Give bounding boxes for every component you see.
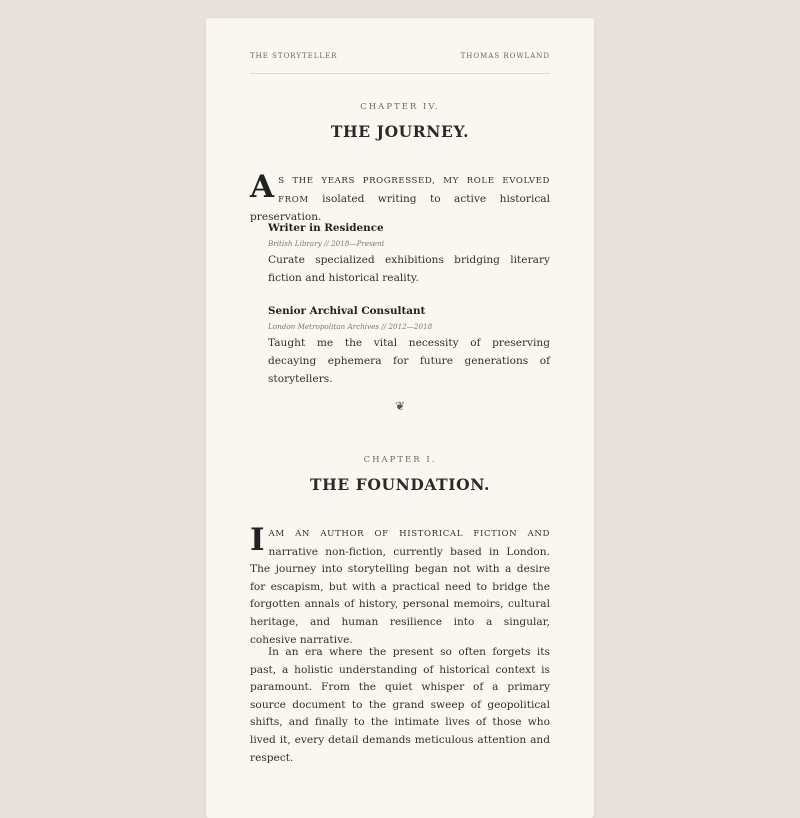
- book-title: THE STORYTELLER: [250, 52, 338, 60]
- chapter-paragraph: In an era where the present so often forgets its past, a holistic understanding of historical context is paramount. From the quiet whisper of a primary source document to the grand sweep of geopolitical shifts, and finally to the intimate lives of those who lived it, every detail demands meticulous attention and respect.: [250, 646, 550, 764]
- chapter-paragraph: [250, 522, 550, 649]
- chapter-label: CHAPTER I.: [363, 455, 437, 465]
- entry-description: Taught me the vital necessity of preserving decaying ephemera for future generations of storytellers.: [268, 337, 550, 385]
- running-header: [250, 52, 550, 74]
- drop-cap: A: [250, 169, 275, 205]
- experience-entry: [268, 221, 550, 287]
- entry-title: Writer in Residence: [268, 222, 384, 234]
- book-page: [206, 18, 594, 818]
- fleuron-ornament-icon: ❦: [394, 399, 406, 413]
- paragraph-text: narrative non-fiction, currently based in London. The journey into storytelling began not with a desire for escapism, but with a practical need to bridge the forgotten annals of history, personal memoirs, cultural heritage, and human resilience into a singular, cohesive narrative.: [250, 545, 550, 646]
- experience-entry: [268, 304, 550, 388]
- entry-meta: London Metropolitan Archives // 2012—2018: [268, 322, 433, 331]
- entry-title: Senior Archival Consultant: [268, 305, 426, 317]
- chapter-intro-paragraph: [250, 169, 550, 227]
- author-name: THOMAS ROWLAND: [460, 52, 550, 60]
- lead-in-text: AM AN AUTHOR OF HISTORICAL FICTION AND: [268, 529, 550, 539]
- chapter-label: CHAPTER IV.: [360, 102, 440, 112]
- entry-meta: British Library // 2018—Present: [268, 239, 385, 248]
- drop-cap: I: [250, 522, 265, 558]
- chapter-title: THE JOURNEY.: [330, 122, 470, 141]
- chapter-title: THE FOUNDATION.: [309, 475, 491, 494]
- lead-in-text: S THE YEARS PROGRESSED, MY ROLE EVOLVED FROM: [278, 176, 550, 205]
- paragraph-text: isolated writing to active historical preservation.: [250, 192, 550, 224]
- entry-description: Curate specialized exhibitions bridging literary fiction and historical reality.: [268, 254, 550, 284]
